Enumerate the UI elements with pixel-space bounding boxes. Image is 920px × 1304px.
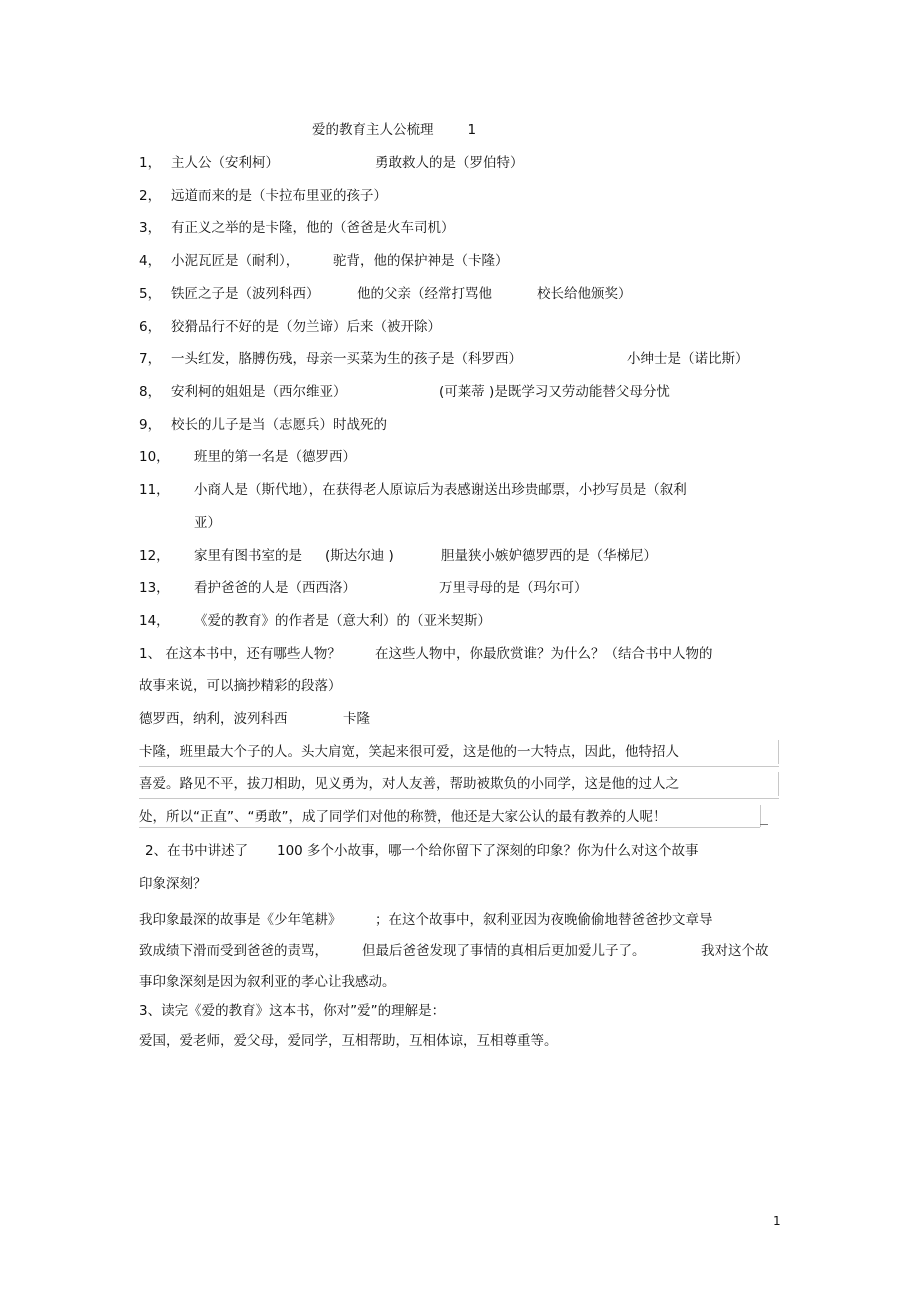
document-title: 爱的教育主人公梳理 1 xyxy=(312,122,477,138)
question-3: 3、读完《爱的教育》这本书，你对”爱”的理解是： xyxy=(139,1003,446,1019)
question-2: 100 多个小故事，哪一个给你留下了深刻的印象？你为什么对这个故事 xyxy=(277,843,699,859)
item-text: 胆量狭小嫉妒德罗西的是（华梯尼） xyxy=(441,548,657,564)
item-text-continued: 亚） xyxy=(194,515,221,531)
item-number: 2， xyxy=(139,188,162,204)
answer-2-text: 我对这个故 xyxy=(701,943,769,959)
item-number: 11， xyxy=(139,482,170,498)
item-text: 班里的第一名是（德罗西） xyxy=(194,449,356,465)
question-2-cont: 印象深刻？ xyxy=(139,876,207,892)
question-1-cont: 故事来说，可以摘抄精彩的段落） xyxy=(139,678,342,694)
item-number: 8， xyxy=(139,384,162,400)
item-number: 12， xyxy=(139,548,170,564)
box-edge xyxy=(139,766,779,767)
question-1: 在这些人物中，你最欣赏谁？为什么？（结合书中人物的 xyxy=(375,646,713,662)
item-text: (斯达尔迪 ) xyxy=(325,548,394,564)
item-text: 校长的儿子是当（志愿兵）时战死的 xyxy=(171,417,387,433)
title-number: 1 xyxy=(467,122,477,138)
item-number: 9， xyxy=(139,417,162,433)
box-corner xyxy=(760,824,768,825)
answer-2-text: 致成绩下滑而受到爸爸的责骂， xyxy=(139,943,328,959)
item-text: 主人公（安利柯） xyxy=(171,155,279,171)
item-number: 7， xyxy=(139,351,162,367)
item-text: 小泥瓦匠是（耐利）， xyxy=(171,253,300,269)
item-text: 安利柯的姐姐是（西尔维亚） xyxy=(171,384,347,400)
answer-2-text: 事印象深刻是因为叙利亚的孝心让我感动。 xyxy=(139,974,396,990)
box-edge xyxy=(139,798,779,799)
item-text: 小商人是（斯代地），在获得老人原谅后为表感谢送出珍贵邮票，小抄写员是（叙利 xyxy=(194,482,687,498)
item-text: 驼背，他的保护神是（卡隆） xyxy=(333,253,509,269)
question-1: 1、 在这本书中，还有哪些人物？ xyxy=(139,646,341,662)
answer-2-text: ；在这个故事中，叙利亚因为夜晚偷偷地替爸爸抄文章导 xyxy=(375,912,713,928)
answer-1-text: 喜爱。路见不平，拔刀相助，见义勇为，对人友善，帮助被欺负的小同学，这是他的过人之 xyxy=(139,776,679,792)
item-number: 14， xyxy=(139,613,170,629)
box-edge xyxy=(778,740,779,764)
item-text: (可莱蒂 )是既学习又劳动能替父母分忧 xyxy=(439,384,670,400)
item-text: 有正义之举的是卡隆，他的（爸爸是火车司机） xyxy=(171,220,455,236)
answer-2-text: 我印象最深的故事是《少年笔耕》 xyxy=(139,912,342,928)
item-text: 他的父亲（经常打骂他 xyxy=(357,286,492,302)
answer-1-names: 卡隆 xyxy=(343,711,370,727)
item-text: 校长给他颁奖） xyxy=(537,286,632,302)
item-text: 勇敢救人的是（罗伯特） xyxy=(375,155,524,171)
page-number: 1 xyxy=(773,1214,781,1228)
item-text: 万里寻母的是（玛尔可） xyxy=(439,580,588,596)
item-number: 1， xyxy=(139,155,162,171)
question-2: 2、在书中讲述了 xyxy=(145,843,249,859)
item-number: 13， xyxy=(139,580,170,596)
item-text: 小绅士是（诺比斯） xyxy=(627,351,749,367)
item-text: 看护爸爸的人是（西西洛） xyxy=(194,580,356,596)
item-number: 5， xyxy=(139,286,162,302)
answer-3-text: 爱国，爱老师，爱父母，爱同学，互相帮助，互相体谅，互相尊重等。 xyxy=(139,1033,558,1049)
item-text: 一头红发，胳膊伤残，母亲一买菜为生的孩子是（科罗西） xyxy=(171,351,522,367)
item-text: 《爱的教育》的作者是（意大利）的（亚米契斯） xyxy=(194,613,491,629)
box-edge xyxy=(778,772,779,796)
item-text: 家里有图书室的是 xyxy=(194,548,302,564)
item-number: 6， xyxy=(139,319,162,335)
answer-1-text: 卡隆，班里最大个子的人。头大肩宽，笑起来很可爱，这是他的一大特点，因此，他特招人 xyxy=(139,744,679,760)
item-number: 4， xyxy=(139,253,162,269)
box-edge xyxy=(139,827,760,828)
item-text: 铁匠之子是（波列科西） xyxy=(171,286,320,302)
item-number: 3， xyxy=(139,220,162,236)
answer-1-names: 德罗西，纳利，波列科西 xyxy=(139,711,288,727)
answer-1-text: 处，所以“正直”、“勇敢”，成了同学们对他的称赞，他还是大家公认的最有教养的人呢！ xyxy=(139,809,667,825)
answer-2-text: 但最后爸爸发现了事情的真相后更加爱儿子了。 xyxy=(362,943,646,959)
item-text: 狡猾品行不好的是（勿兰谛）后来（被开除） xyxy=(171,319,441,335)
item-text: 远道而来的是（卡拉布里亚的孩子） xyxy=(171,188,387,204)
item-number: 10， xyxy=(139,449,170,465)
